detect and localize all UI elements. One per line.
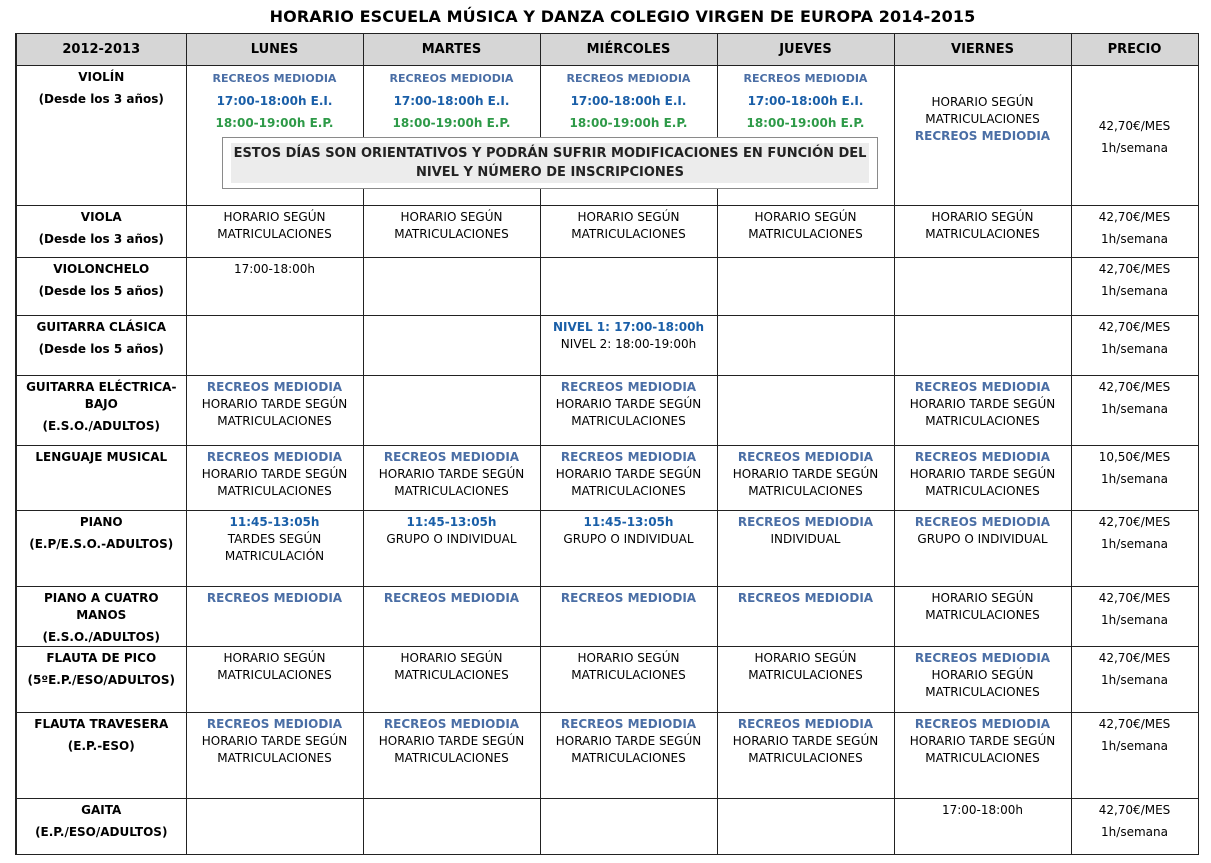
schedule-line: HORARIO TARDE SEGÚN xyxy=(378,734,525,748)
schedule-line: RECREOS MEDIODIA xyxy=(206,717,343,731)
price-cell xyxy=(1071,511,1198,587)
table-row xyxy=(16,316,1198,376)
schedule-line: MATRICULACIONES xyxy=(571,414,686,428)
schedule-line: NIVEL 1: 17:00-18:00h xyxy=(552,320,705,334)
schedule-line: MATRICULACIONES xyxy=(748,227,863,241)
instrument-age-range: (E.P/E.S.O.-ADULTOS) xyxy=(29,537,174,551)
schedule-line: MATRICULACIONES xyxy=(217,227,332,241)
schedule-line: HORARIO TARDE SEGÚN xyxy=(201,734,348,748)
schedule-cell-wednesday xyxy=(540,511,717,587)
schedule-line: RECREOS MEDIODIA xyxy=(566,72,691,85)
price-frequency: 1h/semana xyxy=(1101,472,1168,486)
schedule-line: HORARIO SEGÚN xyxy=(400,210,503,224)
schedule-line: HORARIO SEGÚN xyxy=(577,651,680,665)
table-row xyxy=(16,511,1198,587)
schedule-line: RECREOS MEDIODIA xyxy=(914,380,1051,394)
schedule-line: RECREOS MEDIODIA xyxy=(206,591,343,605)
table-row xyxy=(16,587,1198,647)
schedule-cell-thursday xyxy=(717,587,894,647)
price-frequency: 1h/semana xyxy=(1101,141,1168,155)
schedule-line: 17:00-18:00h E.I. xyxy=(393,94,510,108)
schedule-line: HORARIO TARDE SEGÚN xyxy=(732,734,879,748)
schedule-line: RECREOS MEDIODIA xyxy=(383,450,520,464)
instrument-cell xyxy=(16,316,186,376)
schedule-line: RECREOS MEDIODIA xyxy=(212,72,337,85)
schedule-line: 17:00-18:00h E.I. xyxy=(570,94,687,108)
price-rate: 42,70€/MES xyxy=(1098,320,1171,334)
schedule-line: MATRICULACIONES xyxy=(571,668,686,682)
schedule-line: MATRICULACIONES xyxy=(571,484,686,498)
schedule-line: MATRICULACIONES xyxy=(925,608,1040,622)
price-frequency: 1h/semana xyxy=(1101,342,1168,356)
instrument-name: VIOLA xyxy=(80,210,122,224)
schedule-line: RECREOS MEDIODIA xyxy=(737,591,874,605)
schedule-line: HORARIO SEGÚN xyxy=(931,95,1034,109)
schedule-line: RECREOS MEDIODIA xyxy=(560,380,697,394)
price-rate: 42,70€/MES xyxy=(1098,119,1171,133)
price-cell xyxy=(1071,376,1198,446)
schedule-line: HORARIO SEGÚN xyxy=(577,210,680,224)
schedule-line: RECREOS MEDIODIA xyxy=(206,450,343,464)
schedule-cell-friday xyxy=(894,446,1071,511)
schedule-line: RECREOS MEDIODIA xyxy=(914,651,1051,665)
price-cell xyxy=(1071,206,1198,258)
instrument-cell xyxy=(16,206,186,258)
schedule-cell-thursday xyxy=(717,316,894,376)
schedule-line: MATRICULACIÓN xyxy=(224,549,325,563)
schedule-line: MATRICULACIONES xyxy=(925,227,1040,241)
schedule-cell-thursday xyxy=(717,511,894,587)
schedule-cell-tuesday xyxy=(363,316,540,376)
instrument-name: GUITARRA ELÉCTRICA-BAJO xyxy=(26,380,177,411)
schedule-line: HORARIO TARDE SEGÚN xyxy=(909,467,1056,481)
schedule-line: RECREOS MEDIODIA xyxy=(914,129,1051,143)
schedule-cell-wednesday xyxy=(540,316,717,376)
price-frequency: 1h/semana xyxy=(1101,284,1168,298)
schedule-line: 17:00-18:00h xyxy=(233,262,316,276)
schedule-cell-friday xyxy=(894,713,1071,799)
schedule-cell-tuesday xyxy=(363,258,540,316)
schedule-line: MATRICULACIONES xyxy=(394,668,509,682)
instrument-cell xyxy=(16,511,186,587)
schedule-cell-tuesday xyxy=(363,799,540,855)
schedule-cell-monday xyxy=(186,647,363,713)
schedule-line: 17:00-18:00h E.I. xyxy=(216,94,333,108)
price-cell xyxy=(1071,799,1198,855)
table-row xyxy=(16,258,1198,316)
instrument-name: GUITARRA CLÁSICA xyxy=(36,320,166,334)
instrument-age-range: (Desde los 3 años) xyxy=(38,232,164,246)
schedule-cell-monday xyxy=(186,799,363,855)
schedule-line: HORARIO TARDE SEGÚN xyxy=(555,397,702,411)
price-rate: 42,70€/MES xyxy=(1098,803,1171,817)
schedule-line: MATRICULACIONES xyxy=(394,751,509,765)
instrument-age-range: (5ºE.P./ESO/ADULTOS) xyxy=(27,673,175,687)
price-cell xyxy=(1071,713,1198,799)
price-frequency: 1h/semana xyxy=(1101,825,1168,839)
schedule-line: MATRICULACIONES xyxy=(571,751,686,765)
schedule-line: HORARIO SEGÚN xyxy=(223,651,326,665)
schedule-line: MATRICULACIONES xyxy=(217,751,332,765)
schedule-line: HORARIO SEGÚN xyxy=(754,651,857,665)
schedule-cell-wednesday xyxy=(540,713,717,799)
price-frequency: 1h/semana xyxy=(1101,232,1168,246)
instrument-cell xyxy=(16,446,186,511)
schedule-cell-wednesday xyxy=(540,587,717,647)
price-cell xyxy=(1071,258,1198,316)
price-rate: 42,70€/MES xyxy=(1098,262,1171,276)
instrument-age-range: (E.S.O./ADULTOS) xyxy=(42,630,160,644)
instrument-name: LENGUAJE MUSICAL xyxy=(35,450,168,464)
schedule-line: TARDES SEGÚN xyxy=(227,532,322,546)
instrument-cell xyxy=(16,713,186,799)
schedule-line: RECREOS MEDIODIA xyxy=(560,717,697,731)
schedule-line: MATRICULACIONES xyxy=(394,484,509,498)
schedule-line: MATRICULACIONES xyxy=(925,112,1040,126)
price-rate: 42,70€/MES xyxy=(1098,380,1171,394)
instrument-cell xyxy=(16,799,186,855)
instrument-age-range: (Desde los 3 años) xyxy=(38,92,164,106)
instrument-age-range: (Desde los 5 años) xyxy=(38,342,164,356)
schedule-line: 11:45-13:05h xyxy=(229,515,320,529)
schedule-line: MATRICULACIONES xyxy=(217,484,332,498)
schedule-line: 17:00-18:00h xyxy=(941,803,1024,817)
schedule-cell-friday xyxy=(894,376,1071,446)
schedule-cell-thursday xyxy=(717,713,894,799)
schedule-cell-wednesday xyxy=(540,799,717,855)
schedule-cell-friday xyxy=(894,206,1071,258)
header-thursday: JUEVES xyxy=(717,34,894,66)
schedule-cell-monday xyxy=(186,511,363,587)
instrument-name: FLAUTA TRAVESERA xyxy=(34,717,169,731)
schedule-cell-thursday xyxy=(717,446,894,511)
schedule-cell-monday xyxy=(186,587,363,647)
instrument-age-range: (Desde los 5 años) xyxy=(38,284,164,298)
notice-text: ESTOS DÍAS SON ORIENTATIVOS Y PODRÁN SUFRIR MODIFICACIONES EN FUNCIÓN DEL NIVEL Y NÚMERO DE INSCRIPCIONES xyxy=(231,143,869,183)
schedule-line: 18:00-19:00h E.P. xyxy=(215,116,334,130)
schedule-line: MATRICULACIONES xyxy=(748,751,863,765)
schedule-line: RECREOS MEDIODIA xyxy=(389,72,514,85)
schedule-line: NIVEL 2: 18:00-19:00h xyxy=(560,337,697,351)
schedule-line: HORARIO TARDE SEGÚN xyxy=(732,467,879,481)
schedule-cell-thursday xyxy=(717,799,894,855)
schedule-line: 17:00-18:00h E.I. xyxy=(747,94,864,108)
header-year: 2012-2013 xyxy=(16,34,186,66)
table-row xyxy=(16,446,1198,511)
schedule-cell-tuesday xyxy=(363,446,540,511)
schedule-cell-monday xyxy=(186,446,363,511)
schedule-cell-thursday xyxy=(717,647,894,713)
schedule-line: MATRICULACIONES xyxy=(925,414,1040,428)
schedule-cell-wednesday xyxy=(540,258,717,316)
schedule-line: RECREOS MEDIODIA xyxy=(206,380,343,394)
instrument-age-range: (E.P.-ESO) xyxy=(67,739,135,753)
instrument-name: FLAUTA DE PICO xyxy=(46,651,157,665)
schedule-line: MATRICULACIONES xyxy=(571,227,686,241)
schedule-line: MATRICULACIONES xyxy=(748,668,863,682)
schedule-cell-thursday xyxy=(717,206,894,258)
schedule-cell-tuesday xyxy=(363,713,540,799)
schedule-line: RECREOS MEDIODIA xyxy=(560,591,697,605)
schedule-line: MATRICULACIONES xyxy=(748,484,863,498)
price-frequency: 1h/semana xyxy=(1101,673,1168,687)
table-row xyxy=(16,799,1198,855)
schedule-line: HORARIO SEGÚN xyxy=(223,210,326,224)
schedule-line: HORARIO SEGÚN xyxy=(931,591,1034,605)
schedule-line: RECREOS MEDIODIA xyxy=(914,450,1051,464)
schedule-line: HORARIO TARDE SEGÚN xyxy=(909,397,1056,411)
instrument-name: VIOLÍN xyxy=(78,70,125,84)
schedule-line: HORARIO SEGÚN xyxy=(931,210,1034,224)
instrument-cell xyxy=(16,66,186,206)
schedule-cell-friday xyxy=(894,587,1071,647)
schedule-cell-wednesday xyxy=(540,206,717,258)
instrument-cell xyxy=(16,647,186,713)
schedule-cell-friday xyxy=(894,258,1071,316)
schedule-cell-friday xyxy=(894,647,1071,713)
schedule-line: HORARIO TARDE SEGÚN xyxy=(201,467,348,481)
instrument-name: GAITA xyxy=(81,803,122,817)
schedule-line: HORARIO TARDE SEGÚN xyxy=(201,397,348,411)
price-rate: 42,70€/MES xyxy=(1098,515,1171,529)
schedule-line: RECREOS MEDIODIA xyxy=(743,72,868,85)
table-row xyxy=(16,206,1198,258)
page-title: HORARIO ESCUELA MÚSICA Y DANZA COLEGIO VIRGEN DE EUROPA 2014-2015 xyxy=(269,7,976,26)
header-friday: VIERNES xyxy=(894,34,1071,66)
price-rate: 10,50€/MES xyxy=(1098,450,1171,464)
instrument-cell xyxy=(16,376,186,446)
schedule-line: RECREOS MEDIODIA xyxy=(737,515,874,529)
schedule-cell-monday xyxy=(186,258,363,316)
price-frequency: 1h/semana xyxy=(1101,739,1168,753)
schedule-cell-monday xyxy=(186,713,363,799)
schedule-line: HORARIO TARDE SEGÚN xyxy=(378,467,525,481)
schedule-line: RECREOS MEDIODIA xyxy=(383,717,520,731)
price-rate: 42,70€/MES xyxy=(1098,210,1171,224)
instrument-cell xyxy=(16,258,186,316)
schedule-line: 18:00-19:00h E.P. xyxy=(746,116,865,130)
schedule-line: MATRICULACIONES xyxy=(925,685,1040,699)
table-row xyxy=(16,376,1198,446)
schedule-line: 11:45-13:05h xyxy=(406,515,497,529)
schedule-line: INDIVIDUAL xyxy=(770,532,841,546)
schedule-cell-friday xyxy=(894,316,1071,376)
schedule-cell-monday xyxy=(186,376,363,446)
price-cell xyxy=(1071,647,1198,713)
schedule-cell-tuesday xyxy=(363,587,540,647)
schedule-cell-monday xyxy=(186,206,363,258)
schedule-cell-thursday xyxy=(717,258,894,316)
price-cell xyxy=(1071,446,1198,511)
schedule-line: HORARIO SEGÚN xyxy=(400,651,503,665)
schedule-line: HORARIO TARDE SEGÚN xyxy=(555,467,702,481)
schedule-line: 18:00-19:00h E.P. xyxy=(569,116,688,130)
price-cell xyxy=(1071,316,1198,376)
schedule-cell-wednesday xyxy=(540,647,717,713)
price-cell xyxy=(1071,587,1198,647)
schedule-cell-monday xyxy=(186,316,363,376)
price-rate: 42,70€/MES xyxy=(1098,717,1171,731)
table-row xyxy=(16,713,1198,799)
schedule-line: HORARIO TARDE SEGÚN xyxy=(909,734,1056,748)
price-rate: 42,70€/MES xyxy=(1098,591,1171,605)
schedule-line: 11:45-13:05h xyxy=(583,515,674,529)
instrument-name: VIOLONCHELO xyxy=(53,262,150,276)
header-tuesday: MARTES xyxy=(363,34,540,66)
schedule-line: MATRICULACIONES xyxy=(925,751,1040,765)
schedule-line: HORARIO SEGÚN xyxy=(931,668,1034,682)
header-wednesday: MIÉRCOLES xyxy=(540,34,717,66)
schedule-line: HORARIO TARDE SEGÚN xyxy=(555,734,702,748)
schedule-cell-tuesday xyxy=(363,206,540,258)
schedule-line: RECREOS MEDIODIA xyxy=(737,717,874,731)
instrument-name: PIANO A CUATRO MANOS xyxy=(43,591,159,622)
schedule-cell-friday xyxy=(894,511,1071,587)
header-price: PRECIO xyxy=(1071,34,1198,66)
instrument-age-range: (E.P./ESO/ADULTOS) xyxy=(35,825,168,839)
notice-box xyxy=(222,137,878,189)
price-cell xyxy=(1071,66,1198,206)
schedule-cell-tuesday xyxy=(363,647,540,713)
price-frequency: 1h/semana xyxy=(1101,613,1168,627)
schedule-line: MATRICULACIONES xyxy=(217,414,332,428)
schedule-cell-tuesday xyxy=(363,376,540,446)
price-frequency: 1h/semana xyxy=(1101,537,1168,551)
table-row xyxy=(16,647,1198,713)
price-frequency: 1h/semana xyxy=(1101,402,1168,416)
schedule-line: RECREOS MEDIODIA xyxy=(914,515,1051,529)
schedule-line: RECREOS MEDIODIA xyxy=(383,591,520,605)
schedule-line: RECREOS MEDIODIA xyxy=(560,450,697,464)
schedule-cell-wednesday xyxy=(540,376,717,446)
instrument-age-range: (E.S.O./ADULTOS) xyxy=(42,419,160,433)
schedule-cell-thursday xyxy=(717,376,894,446)
price-rate: 42,70€/MES xyxy=(1098,651,1171,665)
schedule-line: RECREOS MEDIODIA xyxy=(737,450,874,464)
header-monday: LUNES xyxy=(186,34,363,66)
schedule-cell-friday xyxy=(894,799,1071,855)
schedule-line: GRUPO O INDIVIDUAL xyxy=(563,532,694,546)
instrument-cell xyxy=(16,587,186,647)
schedule-line: MATRICULACIONES xyxy=(217,668,332,682)
schedule-line: GRUPO O INDIVIDUAL xyxy=(917,532,1048,546)
schedule-line: GRUPO O INDIVIDUAL xyxy=(386,532,517,546)
schedule-line: 18:00-19:00h E.P. xyxy=(392,116,511,130)
schedule-line: RECREOS MEDIODIA xyxy=(914,717,1051,731)
schedule-cell-friday xyxy=(894,66,1071,206)
schedule-cell-tuesday xyxy=(363,511,540,587)
schedule-line: MATRICULACIONES xyxy=(394,227,509,241)
schedule-cell-wednesday xyxy=(540,446,717,511)
schedule-line: MATRICULACIONES xyxy=(925,484,1040,498)
header-row xyxy=(16,34,1198,66)
instrument-name: PIANO xyxy=(79,515,123,529)
schedule-line: HORARIO SEGÚN xyxy=(754,210,857,224)
